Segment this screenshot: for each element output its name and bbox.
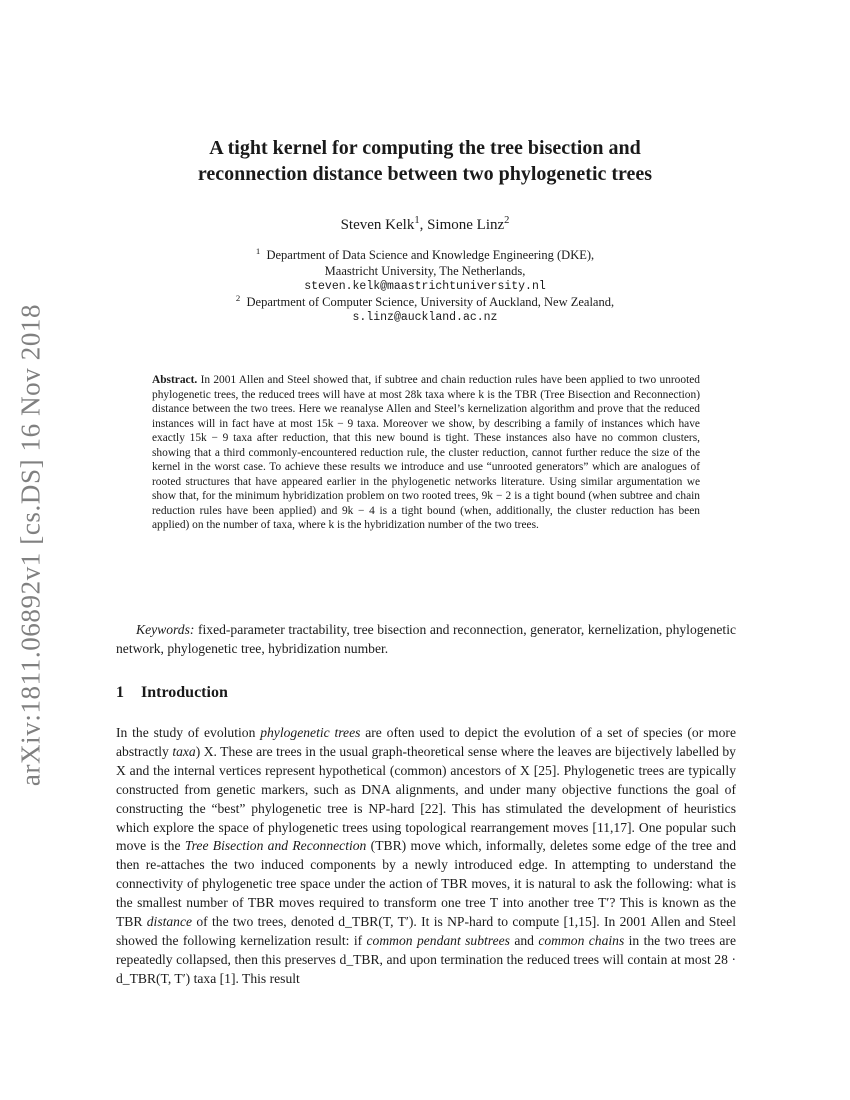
author-affil-marker: 2 <box>504 215 510 226</box>
abstract <box>152 373 700 533</box>
author-affil-marker: 1 <box>414 215 420 226</box>
keywords-text: fixed-parameter tractability, tree bisection and reconnection, generator, kernelization, phylogenetic network, phylogenetic tree, hybridization number. <box>116 622 736 656</box>
author1-email: steven.kelk@maastrichtuniversity.nl <box>304 280 546 293</box>
author-list <box>0 217 850 234</box>
keywords <box>116 620 736 658</box>
body-text: are often used to depict the evolution of a set of species (or more abstractly <box>116 725 736 759</box>
affil-marker: 2 <box>235 292 241 303</box>
author-name: Steven Kelk <box>340 217 415 233</box>
body-text: ) X. These are trees in the usual graph-theoretical sense where the leaves are bijectively labelled by X and the internal vertices represent hypothetical (common) ancestors of X [25]. Phylogenetic trees are typically constructed from genetic markers, such as DNA alignments, and under many objective functions the goal of constructing the “best” phylogenetic tree is NP-hard [22]. This has stimulated the development of heuristics which explore the space of phylogenetic trees using topological rearrangement moves [11,17]. One popular such move is the <box>116 743 736 854</box>
affil-marker: 1 <box>255 245 261 256</box>
emphasis-text: phylogenetic trees <box>260 725 361 740</box>
body-text: In the study of evolution <box>116 725 261 740</box>
title-line-1: A tight kernel for computing the tree bisection and <box>209 137 641 159</box>
body-text: of the two trees, denoted d_TBR(T, T′). It is NP-hard to compute [1,15]. In 2001 Allen and Steel showed the following kernelization result: if <box>116 914 736 948</box>
body-text: and <box>509 932 539 948</box>
abstract-text: In 2001 Allen and Steel showed that, if subtree and chain reduction rules have been applied to two unrooted phylogenetic trees, the reduced trees will have at most 28k taxa where k is the TBR (Tree Bisection and Reconnection) distance between the two trees. Here we reanalyse Allen and Steel’s kernelization algorithm and prove that the reduced instances will in fact have at most 15k − 9 taxa. Moreover we show, by describing a family of instances which have exactly 15k − 9 taxa after reduction, that this new bound is tight. These instances also have no common clusters, showing that a third commonly-encountered reduction rule, the cluster reduction, cannot further reduce the size of the kernel in the worst case. To achieve these results we introduce and use “unrooted generators” which are analogues of rooted structures that have appeared earlier in the phylogenetic networks literature. Using similar argumentation we show that, for the minimum hybridization problem on two rooted trees, 9k − 2 is a tight bound (when subtree and chain reduction rules have been applied) and 9k − 4 is a tight bound (when, additionally, the cluster reduction has been applied) on the number of taxa, where k is the hybridization number of the two trees. <box>152 374 700 532</box>
body-text: in the two trees are repeatedly collapsed, then this preserves d_TBR, and upon termination the reduced trees will contain at most 28 · d_TBR(T, T′) taxa [1]. This result <box>116 932 736 986</box>
affiliations <box>0 245 850 326</box>
title-line-2: reconnection distance between two phylogenetic trees <box>197 163 653 185</box>
body-text: (TBR) move which, informally, deletes some edge of the tree and then re-attaches the two induced components by a newly introduced edge. In attempting to understand the connectivity of phylogenetic tree space under the action of TBR moves, it is natural to ask the following: what is the smallest number of TBR moves required to transform one tree T into another tree T′? This is known as the TBR <box>116 838 736 930</box>
affiliation-1-line-2: Maastricht University, The Netherlands, <box>324 263 526 278</box>
author-separator: , <box>419 217 428 233</box>
paper-title <box>0 135 850 187</box>
emphasis-text: taxa <box>172 743 196 759</box>
emphasis-text: Tree Bisection and Reconnection <box>184 838 367 854</box>
arxiv-identifier: arXiv:1811.06892v1 [cs.DS] 16 Nov 2018 <box>15 303 46 787</box>
abstract-label: Abstract. <box>152 374 198 386</box>
emphasis-text: common pendant subtrees <box>366 932 510 948</box>
section-heading <box>116 684 228 702</box>
section-title: Introduction <box>141 684 228 701</box>
affil-text: Department of Data Science and Knowledge Engineering (DKE), <box>266 248 595 262</box>
introduction-paragraph <box>116 724 736 989</box>
affiliation-1-line-1 <box>0 245 850 264</box>
emphasis-text: common chains <box>538 932 625 948</box>
author2-email: s.linz@auckland.ac.nz <box>352 311 498 324</box>
section-number: 1 <box>116 684 124 701</box>
emphasis-text: distance <box>146 914 193 930</box>
keywords-label: Keywords: <box>136 622 195 637</box>
affil-text: Department of Computer Science, University of Auckland, New Zealand, <box>246 294 615 309</box>
affiliation-2-line-1 <box>0 292 850 311</box>
author-name: Simone Linz <box>427 217 505 233</box>
